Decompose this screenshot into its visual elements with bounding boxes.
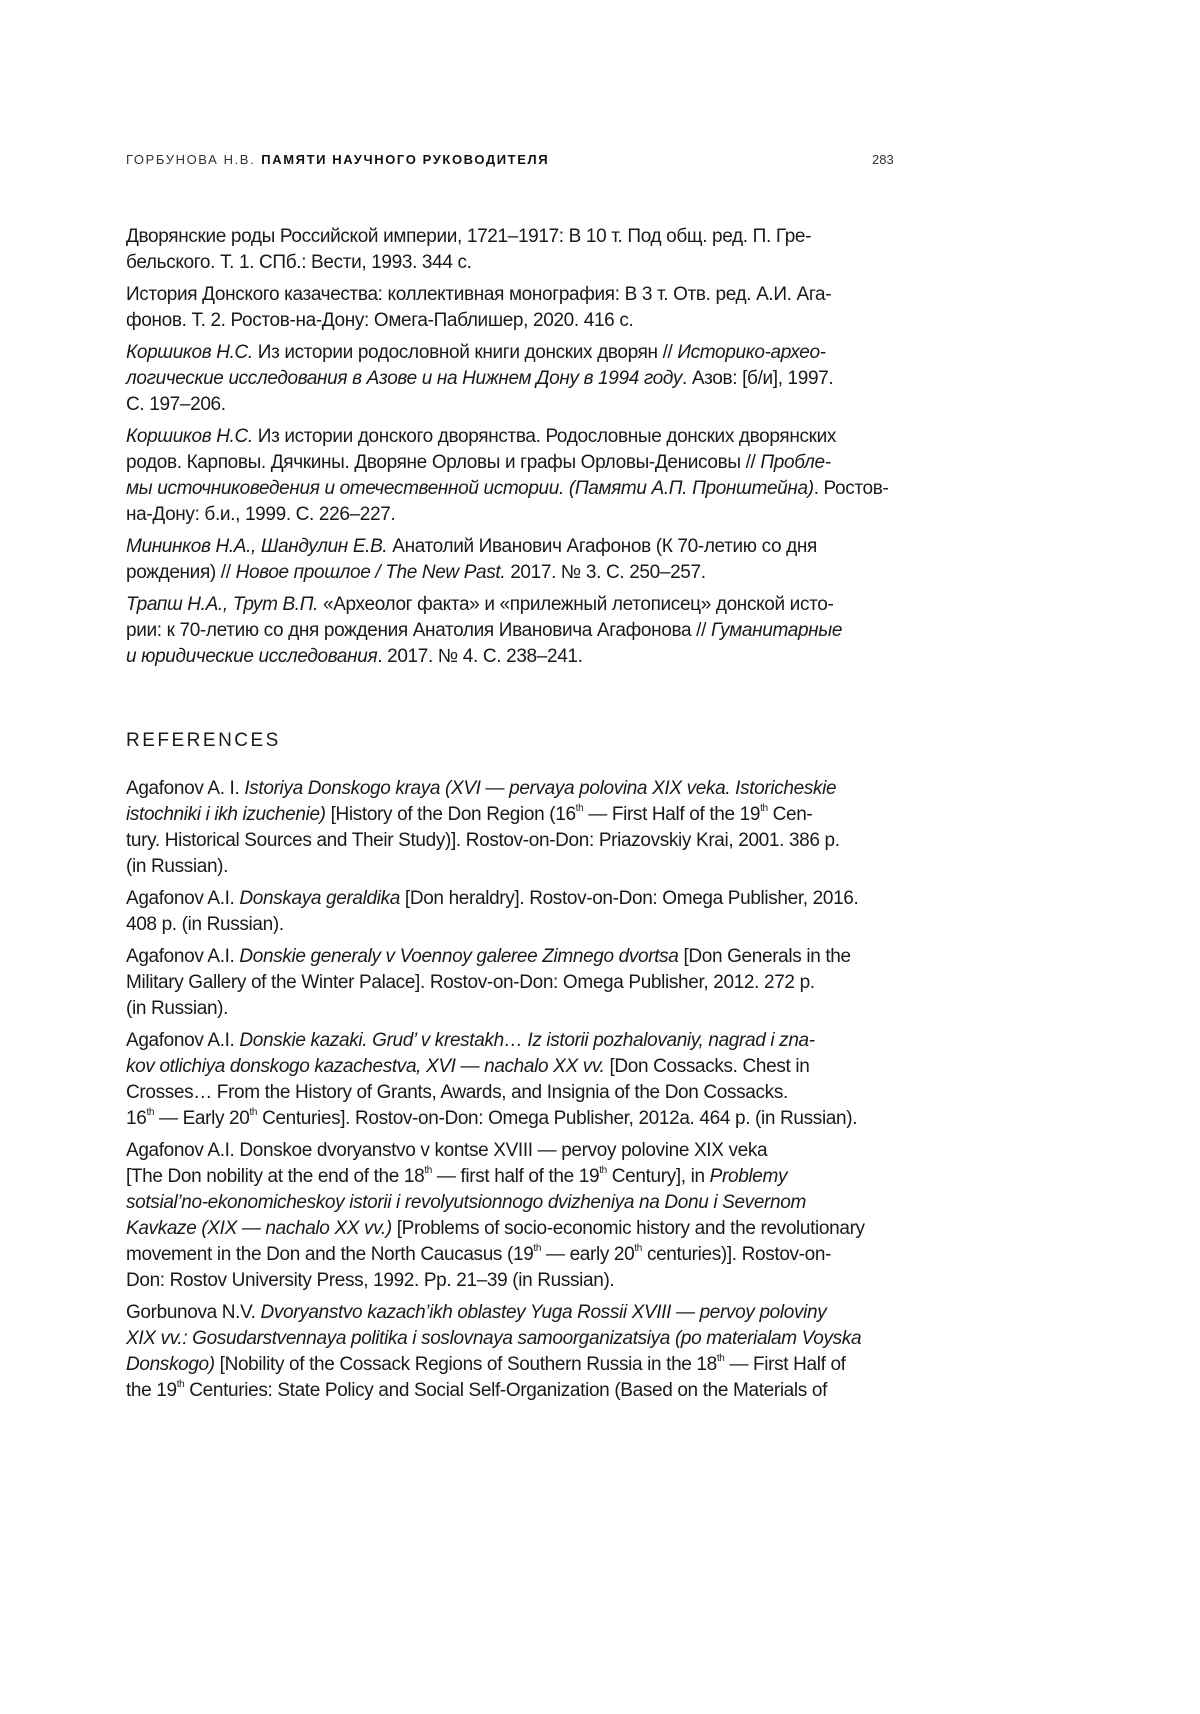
reference-line [126,224,916,250]
text: Agafonov A.I. [126,888,239,909]
reference-line [126,802,916,828]
text: Century], in [607,1166,710,1187]
text: бельского. Т. 1. СПб.: Вести, 1993. 344 с. [126,252,472,273]
reference-line [126,854,916,880]
reference-line [126,644,916,670]
reference-line [126,944,916,970]
reference-entry [126,1300,916,1404]
italic-text: Историко-архео- [677,342,825,363]
italic-text: Donskogo) [126,1354,215,1375]
italic-text: Коршиков Н.С. [126,426,253,447]
text: фонов. Т. 2. Ростов-на-Дону: Омега-Паблишер, 2020. 416 с. [126,310,633,331]
text: на-Дону: б.и., 1999. С. 226–227. [126,504,395,525]
italic-text: Problemy [710,1166,787,1187]
reference-line [126,618,916,644]
text: рии: к 70-летию со дня рождения Анатолия Ивановича Агафонова // [126,620,711,641]
reference-line [126,1106,916,1132]
reference-entry [126,1138,916,1294]
reference-line [126,776,916,802]
text: Анатолий Иванович Агафонов (К 70-летию со дня [387,536,817,557]
italic-text: XIX vv.: Gosudarstvennaya politika i soslovnaya samoorganizatsiya (po materialam Voyska [126,1328,861,1349]
reference-line [126,502,916,528]
text: 2017. № 3. С. 250–257. [505,562,705,583]
superscript: th [177,1379,185,1390]
text: «Археолог факта» и «прилежный летописец» донской исто- [318,594,833,615]
reference-line [126,366,916,392]
italic-text: Donskaya geraldika [239,888,400,909]
text: — Early 20 [154,1108,249,1129]
reference-line [126,1028,916,1054]
superscript: th [760,803,768,814]
superscript: th [533,1243,541,1254]
text: Military Gallery of the Winter Palace]. Rostov-on-Don: Omega Publisher, 2012. 272 p. [126,972,815,993]
text: Centuries]. Rostov-on-Don: Omega Publisher, 2012a. 464 p. (in Russian). [257,1108,857,1129]
text: Agafonov A. I. [126,778,244,799]
reference-line [126,1352,916,1378]
text: [History of the Don Region (16 [326,804,576,825]
text: Gorbunova N.V. [126,1302,261,1323]
reference-line [126,476,916,502]
reference-line [126,1080,916,1106]
text: 408 p. (in Russian). [126,914,284,935]
text: — early 20 [541,1244,634,1265]
reference-entry [126,1028,916,1132]
reference-line [126,1216,916,1242]
text: Agafonov A.I. [126,946,239,967]
reference-entry [126,282,916,334]
reference-line [126,886,916,912]
italic-text: Коршиков Н.С. [126,342,253,363]
text: Cen- [768,804,813,825]
text: Agafonov A.I. [126,1030,239,1051]
italic-text: и юридические исследования [126,646,377,667]
reference-entry [126,534,916,586]
header-author: ГОРБУНОВА Н.В. [126,152,255,167]
superscript: th [250,1107,258,1118]
italic-text: sotsial’no-ekonomicheskoy istorii i revolyutsionnogo dvizheniya na Donu i Severnom [126,1192,806,1213]
italic-text: Kavkaze (XIX — nachalo XX vv.) [126,1218,392,1239]
text: Из истории родословной книги донских дворян // [253,342,678,363]
italic-text: Пробле- [760,452,830,473]
text: (in Russian). [126,998,228,1019]
russian-bibliography [126,224,916,676]
reference-line [126,424,916,450]
reference-entry [126,224,916,276]
text: С. 197–206. [126,394,226,415]
reference-line [126,340,916,366]
english-references [126,776,916,1410]
italic-text: мы источниковедения и отечественной истории. (Памяти А.П. Пронштейна) [126,478,814,499]
reference-entry [126,776,916,880]
text: Crosses… From the History of Grants, Awards, and Insignia of the Don Cossacks. [126,1082,788,1103]
text: 16 [126,1108,146,1129]
reference-line [126,308,916,334]
text: Don: Rostov University Press, 1992. Pp. 21–39 (in Russian). [126,1270,614,1291]
superscript: th [146,1107,154,1118]
text: — First Half of the 19 [583,804,760,825]
text: . Ростов- [814,478,889,499]
text: (in Russian). [126,856,228,877]
text: [Problems of socio-economic history and the revolutionary [392,1218,865,1239]
italic-text: Мининков Н.А., Шандулин Е.В. [126,536,387,557]
italic-text: Трапш Н.А., Трут В.П. [126,594,318,615]
text: [Nobility of the Cossack Regions of Southern Russia in the 18 [215,1354,717,1375]
reference-entry [126,886,916,938]
italic-text: Donskie kazaki. Grud’ v krestakh… Iz istorii pozhalovaniy, nagrad i zna- [239,1030,814,1051]
italic-text: логические исследования в Азове и на Нижнем Дону в 1994 году [126,368,682,389]
reference-entry [126,424,916,528]
running-header [126,152,549,167]
text: Agafonov A.I. Donskoe dvoryanstvo v kontse XVIII — pervoy polovine XIX veka [126,1140,767,1161]
text: . Азов: [б/и], 1997. [682,368,833,389]
reference-entry [126,340,916,418]
reference-line [126,1242,916,1268]
text: родов. Карповы. Дячкины. Дворяне Орловы и графы Орловы-Денисовы // [126,452,760,473]
text: movement in the Don and the North Caucasus (19 [126,1244,533,1265]
superscript: th [424,1165,432,1176]
italic-text: kov otlichiya donskogo kazachestva, XVI — nachalo XX vv. [126,1056,605,1077]
italic-text: Новое прошлое / The New Past. [236,562,506,583]
italic-text: Donskie generaly v Voennoy galeree Zimnego dvortsa [239,946,678,967]
reference-entry [126,592,916,670]
text: — first half of the 19 [432,1166,599,1187]
reference-line [126,392,916,418]
reference-line [126,1326,916,1352]
italic-text: Гуманитарные [711,620,842,641]
text: tury. Historical Sources and Their Study)]. Rostov-on-Don: Priazovskiy Krai, 2001. 386 p. [126,830,840,851]
text: Centuries: State Policy and Social Self-Organization (Based on the Materials of [184,1380,827,1401]
reference-line [126,282,916,308]
text: the 19 [126,1380,177,1401]
text: centuries)]. Rostov-on- [642,1244,831,1265]
reference-line [126,970,916,996]
italic-text: Istoriya Donskogo kraya (XVI — pervaya polovina XIX veka. Istoricheskie [244,778,836,799]
reference-line [126,1164,916,1190]
superscript: th [599,1165,607,1176]
reference-line [126,1268,916,1294]
reference-line [126,1054,916,1080]
text: [Don Cossacks. Chest in [605,1056,810,1077]
reference-line [126,912,916,938]
text: рождения) // [126,562,236,583]
reference-entry [126,944,916,1022]
italic-text: Dvoryanstvo kazach’ikh oblastey Yuga Rossii XVIII — pervoy poloviny [261,1302,827,1323]
italic-text: istochniki i ikh izuchenie) [126,804,326,825]
reference-line [126,250,916,276]
text: — First Half of [725,1354,846,1375]
reference-line [126,828,916,854]
superscript: th [576,803,584,814]
text: Из истории донского дворянства. Родословные донских дворянских [253,426,836,447]
reference-line [126,450,916,476]
reference-line [126,1300,916,1326]
superscript: th [717,1353,725,1364]
reference-line [126,996,916,1022]
reference-line [126,1190,916,1216]
reference-line [126,560,916,586]
text: [Don Generals in the [679,946,851,967]
references-heading: REFERENCES [126,730,281,752]
reference-line [126,1378,916,1404]
reference-line [126,592,916,618]
reference-line [126,1138,916,1164]
text: [The Don nobility at the end of the 18 [126,1166,424,1187]
reference-line [126,534,916,560]
page-number: 283 [872,152,894,167]
text: [Don heraldry]. Rostov-on-Don: Omega Publisher, 2016. [400,888,858,909]
text: Дворянские роды Российской империи, 1721–1917: В 10 т. Под общ. ред. П. Гре- [126,226,811,247]
text: . 2017. № 4. С. 238–241. [377,646,582,667]
header-title: ПАМЯТИ НАУЧНОГО РУКОВОДИТЕЛЯ [261,152,549,167]
text: История Донского казачества: коллективная монография: В 3 т. Отв. ред. А.И. Ага- [126,284,831,305]
superscript: th [634,1243,642,1254]
